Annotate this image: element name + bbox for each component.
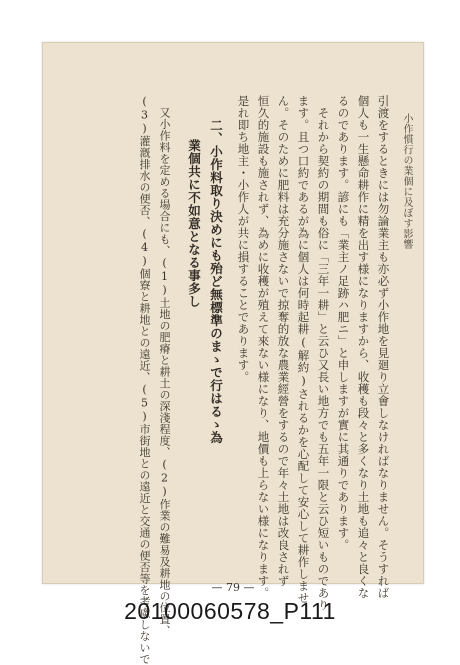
text-line-10: (3)灌漑排水の便否、(4)個寮と耕地との遠近、(5)市街地との遠近と交通の便否等を考慮しないで (138, 95, 151, 665)
text-line-8: 是れ即ち地主・小作人が共に損することであります。 (236, 95, 251, 383)
text-line-9: 又小作料を定める場合にも、(1)土地の肥瘠と耕土の深淺程度、(2)作業の難易及耕地の位置、 (158, 107, 171, 637)
running-header: 小作慣行の業個に及ぼす影響 (401, 113, 412, 250)
image-id-caption: 20100060578_P111 (124, 598, 336, 624)
section-heading-1: 二、小作料取り決めにも殆ど無標準のまゝで行はるゝ為 (208, 119, 224, 444)
text-line-5: ます。且つ口約であるが為に個人は何時起耕(解約)されるかを心配して安心して耕作しませ (296, 95, 311, 604)
text-line-7: 恒久的施設も施されず、為めに收穫が殖えて來ない様になり、地價も上らない様になります。 (256, 95, 271, 599)
text-line-6: ん。そのために肥料は充分施さないで掠奪的放な農業經營をするので年々土地は改良されず (276, 95, 291, 587)
text-line-1: 引渡をするときには勿論業主も亦必ず小作地を見廻り立會しなければなりません。そうすれば (376, 95, 391, 599)
text-line-3: るのであります。諺にも「業主ノ足跡ハ肥ニ」と申しますが實に其通りであります。 (336, 95, 351, 551)
text-line-2: 個人も一生懸命耕作に精を出す様になりますから、收穫も段々と多くなり土地も追々と良くな (356, 95, 371, 599)
text-line-4: それから契約の期間も俗に「三年一耕」と云ひ又長い地方でも五年一限と云ひ短いものであり (316, 107, 331, 611)
section-heading-2: 業個共に不如意となる事多し (186, 139, 202, 308)
page-number: — 79 — (211, 581, 255, 594)
